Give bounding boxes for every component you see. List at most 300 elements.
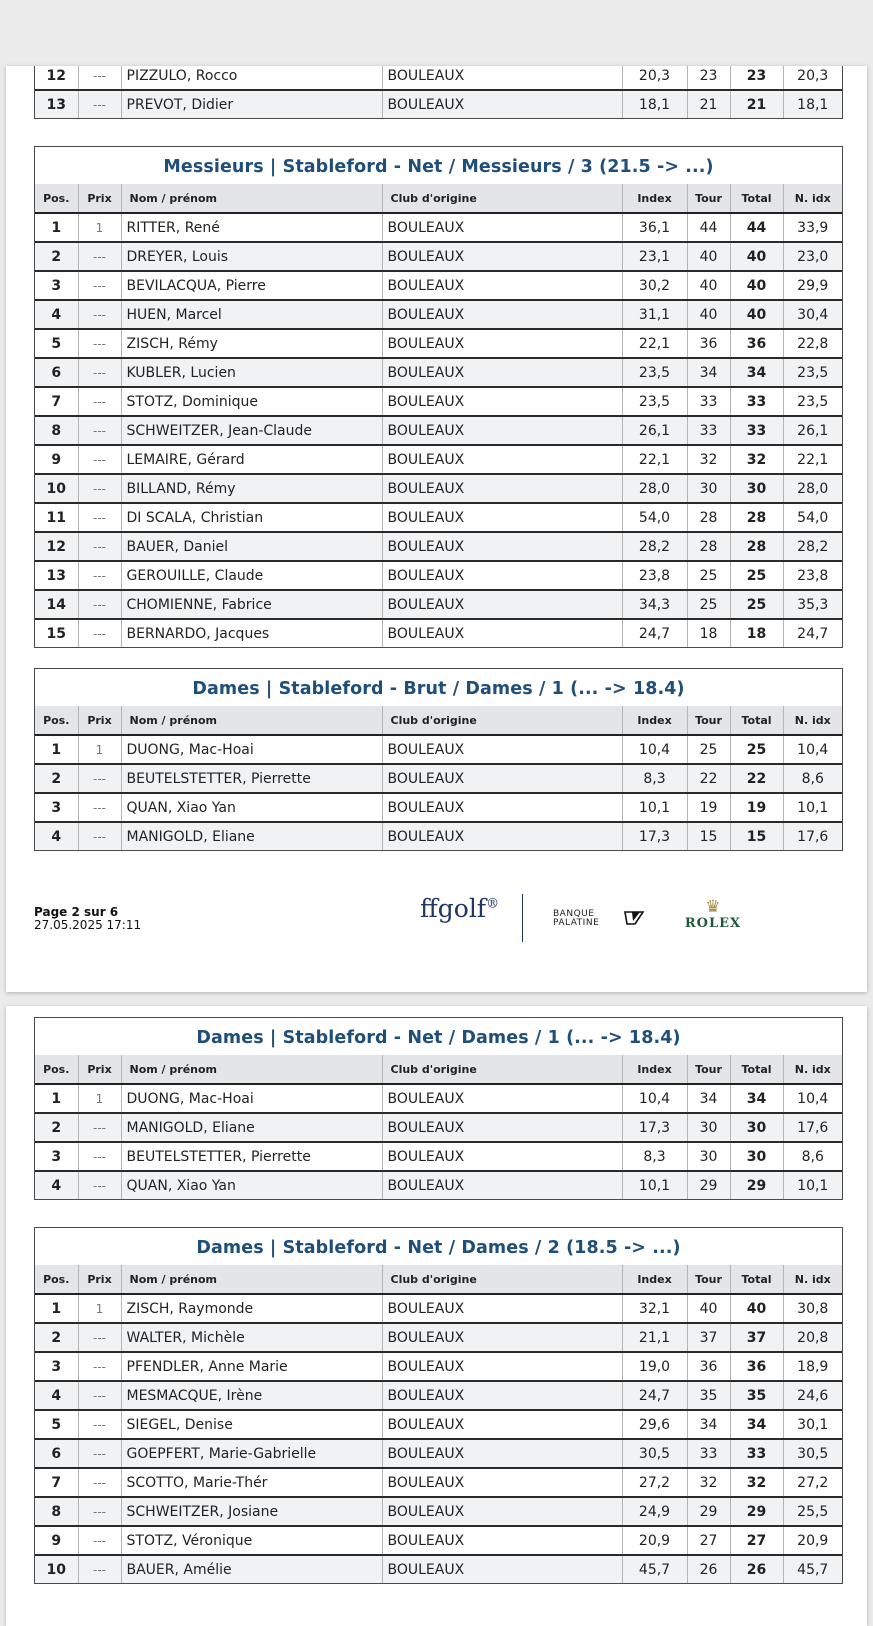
cell-total: 25 <box>730 735 783 764</box>
cell-pos: 1 <box>35 213 78 242</box>
col-header-nidx: N. idx <box>783 706 842 735</box>
col-header-prix: Prix <box>78 706 121 735</box>
cell-tour: 29 <box>687 1171 730 1199</box>
cell-prix: --- <box>78 474 121 503</box>
cell-index: 32,1 <box>622 1294 687 1323</box>
cell-prix: --- <box>78 416 121 445</box>
cell-club: BOULEAUX <box>382 735 622 764</box>
cell-total: 27 <box>730 1526 783 1555</box>
cell-club: BOULEAUX <box>382 1323 622 1352</box>
cell-club: BOULEAUX <box>382 445 622 474</box>
cell-total: 34 <box>730 1084 783 1113</box>
cell-total: 26 <box>730 1555 783 1583</box>
cell-pos: 2 <box>35 242 78 271</box>
cell-prix: --- <box>78 1323 121 1352</box>
cell-name: BAUER, Amélie <box>121 1555 382 1583</box>
cell-prix: 1 <box>78 213 121 242</box>
cell-name: PFENDLER, Anne Marie <box>121 1352 382 1381</box>
col-header-club: Club d'origine <box>382 706 622 735</box>
table-row <box>35 271 842 300</box>
cell-total: 37 <box>730 1323 783 1352</box>
cell-index: 17,3 <box>622 1113 687 1142</box>
cell-club: BOULEAUX <box>382 764 622 793</box>
cell-tour: 18 <box>687 619 730 647</box>
table-row <box>35 590 842 619</box>
cell-nidx: 28,2 <box>783 532 842 561</box>
cell-total: 35 <box>730 1381 783 1410</box>
cell-name: QUAN, Xiao Yan <box>121 1171 382 1199</box>
col-header-tour: Tour <box>687 706 730 735</box>
cell-prix: --- <box>78 1555 121 1583</box>
cell-tour: 40 <box>687 300 730 329</box>
cell-club: BOULEAUX <box>382 90 622 118</box>
cell-total: 25 <box>730 561 783 590</box>
col-header-index: Index <box>622 184 687 213</box>
cell-club: BOULEAUX <box>382 1352 622 1381</box>
results-page-2 <box>6 66 867 992</box>
cell-nidx: 8,6 <box>783 764 842 793</box>
cell-index: 24,7 <box>622 619 687 647</box>
cell-tour: 25 <box>687 561 730 590</box>
results-table <box>35 1055 842 1199</box>
cell-total: 40 <box>730 1294 783 1323</box>
cell-total: 30 <box>730 1113 783 1142</box>
cell-prix: --- <box>78 1352 121 1381</box>
cell-index: 30,5 <box>622 1439 687 1468</box>
col-header-total: Total <box>730 706 783 735</box>
cell-nidx: 10,1 <box>783 1171 842 1199</box>
cell-pos: 13 <box>35 90 78 118</box>
cell-name: ZISCH, Raymonde <box>121 1294 382 1323</box>
cell-name: GEROUILLE, Claude <box>121 561 382 590</box>
cell-nidx: 20,8 <box>783 1323 842 1352</box>
registered-mark: ® <box>486 896 500 912</box>
cell-pos: 3 <box>35 793 78 822</box>
cell-pos: 7 <box>35 387 78 416</box>
cell-prix: --- <box>78 1439 121 1468</box>
cell-club: BOULEAUX <box>382 1142 622 1171</box>
table-row <box>35 532 842 561</box>
cell-tour: 40 <box>687 271 730 300</box>
table-row <box>35 1352 842 1381</box>
cell-prix: --- <box>78 1142 121 1171</box>
cell-tour: 28 <box>687 532 730 561</box>
cell-club: BOULEAUX <box>382 1113 622 1142</box>
cell-prix: --- <box>78 532 121 561</box>
cell-club: BOULEAUX <box>382 1555 622 1583</box>
cell-pos: 4 <box>35 300 78 329</box>
rolex-crown-icon: ♛ <box>705 897 721 917</box>
cell-name: MANIGOLD, Eliane <box>121 1113 382 1142</box>
cell-tour: 26 <box>687 1555 730 1583</box>
cell-pos: 3 <box>35 1142 78 1171</box>
cell-prix: --- <box>78 793 121 822</box>
cell-prix: 1 <box>78 1084 121 1113</box>
cell-nidx: 20,9 <box>783 1526 842 1555</box>
cell-nidx: 30,5 <box>783 1439 842 1468</box>
col-header-club: Club d'origine <box>382 1055 622 1084</box>
cell-name: DI SCALA, Christian <box>121 503 382 532</box>
cell-prix: --- <box>78 1410 121 1439</box>
cell-pos: 2 <box>35 764 78 793</box>
cell-prix: --- <box>78 300 121 329</box>
cell-index: 36,1 <box>622 213 687 242</box>
cell-pos: 3 <box>35 1352 78 1381</box>
cell-tour: 40 <box>687 242 730 271</box>
cell-name: DUONG, Mac-Hoai <box>121 1084 382 1113</box>
cell-nidx: 22,1 <box>783 445 842 474</box>
col-header-nidx: N. idx <box>783 184 842 213</box>
cell-tour: 29 <box>687 1497 730 1526</box>
cell-prix: --- <box>78 1113 121 1142</box>
cell-pos: 10 <box>35 1555 78 1583</box>
cell-club: BOULEAUX <box>382 1410 622 1439</box>
cell-club: BOULEAUX <box>382 1497 622 1526</box>
table-row <box>35 213 842 242</box>
table-row <box>35 1381 842 1410</box>
cell-nidx: 30,1 <box>783 1410 842 1439</box>
cell-prix: --- <box>78 590 121 619</box>
cell-pos: 8 <box>35 1497 78 1526</box>
table-row <box>35 416 842 445</box>
cell-name: QUAN, Xiao Yan <box>121 793 382 822</box>
cell-tour: 22 <box>687 764 730 793</box>
cell-total: 33 <box>730 387 783 416</box>
cell-prix: --- <box>78 561 121 590</box>
cell-nidx: 23,0 <box>783 242 842 271</box>
cell-tour: 33 <box>687 416 730 445</box>
table-row <box>35 1555 842 1583</box>
cell-nidx: 25,5 <box>783 1497 842 1526</box>
cell-club: BOULEAUX <box>382 474 622 503</box>
cell-tour: 32 <box>687 1468 730 1497</box>
table-row <box>35 474 842 503</box>
table-row <box>35 1410 842 1439</box>
col-header-tour: Tour <box>687 184 730 213</box>
col-header-index: Index <box>622 706 687 735</box>
cell-index: 45,7 <box>622 1555 687 1583</box>
cell-total: 18 <box>730 619 783 647</box>
cell-pos: 2 <box>35 1113 78 1142</box>
table-row <box>35 445 842 474</box>
cell-total: 22 <box>730 764 783 793</box>
cell-club: BOULEAUX <box>382 1468 622 1497</box>
col-header-tour: Tour <box>687 1055 730 1084</box>
col-header-nidx: N. idx <box>783 1055 842 1084</box>
cell-index: 10,4 <box>622 1084 687 1113</box>
col-header-name: Nom / prénom <box>121 1055 382 1084</box>
col-header-nidx: N. idx <box>783 1265 842 1294</box>
cell-tour: 36 <box>687 329 730 358</box>
cell-pos: 4 <box>35 822 78 850</box>
cell-tour: 30 <box>687 1142 730 1171</box>
cell-tour: 19 <box>687 793 730 822</box>
cell-tour: 37 <box>687 1323 730 1352</box>
cell-pos: 4 <box>35 1171 78 1199</box>
table-row <box>35 764 842 793</box>
cell-pos: 15 <box>35 619 78 647</box>
cell-pos: 12 <box>35 66 78 90</box>
cell-total: 32 <box>730 445 783 474</box>
cell-tour: 40 <box>687 1294 730 1323</box>
cell-nidx: 18,9 <box>783 1352 842 1381</box>
cell-nidx: 28,0 <box>783 474 842 503</box>
cell-nidx: 10,4 <box>783 1084 842 1113</box>
cell-nidx: 45,7 <box>783 1555 842 1583</box>
cell-pos: 14 <box>35 590 78 619</box>
cell-total: 32 <box>730 1468 783 1497</box>
cell-tour: 25 <box>687 735 730 764</box>
cell-club: BOULEAUX <box>382 1294 622 1323</box>
banque-logo-line2: PALATINE <box>553 918 600 928</box>
cell-index: 10,4 <box>622 735 687 764</box>
cell-pos: 2 <box>35 1323 78 1352</box>
results-table <box>35 184 842 647</box>
col-header-pos: Pos. <box>35 184 78 213</box>
cell-name: SCOTTO, Marie-Thér <box>121 1468 382 1497</box>
cell-name: DREYER, Louis <box>121 242 382 271</box>
logo-divider <box>522 894 523 942</box>
cell-tour: 34 <box>687 358 730 387</box>
cell-club: BOULEAUX <box>382 532 622 561</box>
cell-prix: --- <box>78 1468 121 1497</box>
cell-pos: 8 <box>35 416 78 445</box>
cell-index: 20,9 <box>622 1526 687 1555</box>
cell-club: BOULEAUX <box>382 619 622 647</box>
cell-name: STOTZ, Dominique <box>121 387 382 416</box>
cell-pos: 10 <box>35 474 78 503</box>
cell-pos: 4 <box>35 1381 78 1410</box>
cell-pos: 3 <box>35 271 78 300</box>
rolex-logo-text: ROLEX <box>684 916 742 931</box>
cell-tour: 33 <box>687 1439 730 1468</box>
cell-club: BOULEAUX <box>382 561 622 590</box>
cell-index: 21,1 <box>622 1323 687 1352</box>
cell-prix: --- <box>78 503 121 532</box>
cell-club: BOULEAUX <box>382 387 622 416</box>
cell-prix: --- <box>78 271 121 300</box>
table-row <box>35 1113 842 1142</box>
cell-tour: 32 <box>687 445 730 474</box>
cell-name: STOTZ, Véronique <box>121 1526 382 1555</box>
cell-club: BOULEAUX <box>382 66 622 90</box>
cell-prix: --- <box>78 1381 121 1410</box>
table-row <box>35 329 842 358</box>
cell-tour: 30 <box>687 474 730 503</box>
cell-pos: 13 <box>35 561 78 590</box>
table-row <box>35 822 842 850</box>
cell-tour: 15 <box>687 822 730 850</box>
ffgolf-logo-text: ffgolf <box>420 894 487 923</box>
table-row <box>35 619 842 647</box>
col-header-name: Nom / prénom <box>121 184 382 213</box>
cell-nidx: 17,6 <box>783 822 842 850</box>
banque-palatine-logo <box>553 910 599 928</box>
cell-index: 23,5 <box>622 358 687 387</box>
cell-index: 19,0 <box>622 1352 687 1381</box>
cell-nidx: 24,6 <box>783 1381 842 1410</box>
cell-pos: 1 <box>35 1294 78 1323</box>
cell-total: 40 <box>730 271 783 300</box>
cell-club: BOULEAUX <box>382 1439 622 1468</box>
col-header-name: Nom / prénom <box>121 706 382 735</box>
table-row <box>35 561 842 590</box>
cell-index: 54,0 <box>622 503 687 532</box>
banque-palatine-mark-icon <box>623 910 645 926</box>
cell-nidx: 22,8 <box>783 329 842 358</box>
cell-club: BOULEAUX <box>382 793 622 822</box>
section-title: Dames | Stableford - Net / Dames / 2 (18.5 -> ...) <box>196 1238 681 1258</box>
cell-nidx: 29,9 <box>783 271 842 300</box>
cell-nidx: 23,5 <box>783 358 842 387</box>
cell-nidx: 33,9 <box>783 213 842 242</box>
section-continued-results <box>34 66 843 119</box>
col-header-tour: Tour <box>687 1265 730 1294</box>
cell-club: BOULEAUX <box>382 329 622 358</box>
cell-name: BEUTELSTETTER, Pierrette <box>121 764 382 793</box>
cell-total: 33 <box>730 1439 783 1468</box>
section-title: Dames | Stableford - Net / Dames / 1 (... -> 18.4) <box>196 1028 681 1048</box>
col-header-prix: Prix <box>78 1055 121 1084</box>
col-header-club: Club d'origine <box>382 184 622 213</box>
cell-prix: --- <box>78 619 121 647</box>
cell-tour: 44 <box>687 213 730 242</box>
cell-prix: --- <box>78 66 121 90</box>
cell-pos: 9 <box>35 445 78 474</box>
cell-prix: 1 <box>78 735 121 764</box>
cell-index: 28,0 <box>622 474 687 503</box>
cell-index: 8,3 <box>622 1142 687 1171</box>
cell-nidx: 35,3 <box>783 590 842 619</box>
cell-club: BOULEAUX <box>382 590 622 619</box>
cell-name: SIEGEL, Denise <box>121 1410 382 1439</box>
cell-club: BOULEAUX <box>382 300 622 329</box>
cell-index: 24,9 <box>622 1497 687 1526</box>
cell-nidx: 30,8 <box>783 1294 842 1323</box>
cell-tour: 33 <box>687 387 730 416</box>
cell-total: 30 <box>730 474 783 503</box>
cell-club: BOULEAUX <box>382 1526 622 1555</box>
table-row <box>35 735 842 764</box>
cell-total: 40 <box>730 300 783 329</box>
section-dames-net-2 <box>34 1227 843 1584</box>
table-row <box>35 358 842 387</box>
cell-nidx: 8,6 <box>783 1142 842 1171</box>
cell-index: 22,1 <box>622 329 687 358</box>
cell-prix: --- <box>78 387 121 416</box>
cell-total: 36 <box>730 329 783 358</box>
cell-nidx: 26,1 <box>783 416 842 445</box>
cell-index: 34,3 <box>622 590 687 619</box>
cell-pos: 1 <box>35 735 78 764</box>
cell-prix: --- <box>78 242 121 271</box>
cell-name: LEMAIRE, Gérard <box>121 445 382 474</box>
cell-index: 28,2 <box>622 532 687 561</box>
cell-pos: 5 <box>35 329 78 358</box>
cell-index: 30,2 <box>622 271 687 300</box>
cell-club: BOULEAUX <box>382 416 622 445</box>
cell-nidx: 54,0 <box>783 503 842 532</box>
table-row <box>35 1468 842 1497</box>
cell-pos: 1 <box>35 1084 78 1113</box>
col-header-pos: Pos. <box>35 1265 78 1294</box>
cell-total: 23 <box>730 66 783 90</box>
cell-prix: --- <box>78 445 121 474</box>
cell-nidx: 17,6 <box>783 1113 842 1142</box>
cell-name: WALTER, Michèle <box>121 1323 382 1352</box>
section-dames-brut-1 <box>34 668 843 851</box>
section-title: Messieurs | Stableford - Net / Messieurs / 3 (21.5 -> ...) <box>163 157 714 177</box>
cell-club: BOULEAUX <box>382 271 622 300</box>
page-footer-info <box>34 906 141 932</box>
cell-index: 31,1 <box>622 300 687 329</box>
table-row <box>35 1084 842 1113</box>
cell-nidx: 18,1 <box>783 90 842 118</box>
cell-total: 28 <box>730 532 783 561</box>
cell-name: PREVOT, Didier <box>121 90 382 118</box>
cell-index: 10,1 <box>622 793 687 822</box>
table-row <box>35 387 842 416</box>
cell-total: 29 <box>730 1497 783 1526</box>
cell-prix: --- <box>78 1171 121 1199</box>
cell-nidx: 10,4 <box>783 735 842 764</box>
cell-total: 34 <box>730 1410 783 1439</box>
cell-club: BOULEAUX <box>382 213 622 242</box>
table-row <box>35 66 842 90</box>
cell-index: 26,1 <box>622 416 687 445</box>
cell-tour: 35 <box>687 1381 730 1410</box>
page-number: Page 2 sur 6 <box>34 905 119 919</box>
cell-index: 23,8 <box>622 561 687 590</box>
cell-total: 21 <box>730 90 783 118</box>
cell-club: BOULEAUX <box>382 1084 622 1113</box>
banque-logo-line1: BANQUE <box>553 909 595 919</box>
cell-index: 27,2 <box>622 1468 687 1497</box>
cell-tour: 34 <box>687 1084 730 1113</box>
cell-index: 20,3 <box>622 66 687 90</box>
col-header-prix: Prix <box>78 1265 121 1294</box>
col-header-total: Total <box>730 1055 783 1084</box>
cell-name: SCHWEITZER, Josiane <box>121 1497 382 1526</box>
cell-index: 17,3 <box>622 822 687 850</box>
cell-club: BOULEAUX <box>382 503 622 532</box>
cell-index: 23,5 <box>622 387 687 416</box>
table-row <box>35 793 842 822</box>
cell-tour: 25 <box>687 590 730 619</box>
table-row <box>35 1439 842 1468</box>
cell-name: GOEPFERT, Marie-Gabrielle <box>121 1439 382 1468</box>
results-page-3 <box>6 1006 867 1626</box>
cell-name: CHOMIENNE, Fabrice <box>121 590 382 619</box>
table-row <box>35 503 842 532</box>
cell-total: 44 <box>730 213 783 242</box>
cell-nidx: 20,3 <box>783 66 842 90</box>
results-table <box>35 1265 842 1583</box>
cell-club: BOULEAUX <box>382 242 622 271</box>
cell-total: 25 <box>730 590 783 619</box>
col-header-pos: Pos. <box>35 1055 78 1084</box>
cell-nidx: 23,5 <box>783 387 842 416</box>
cell-tour: 34 <box>687 1410 730 1439</box>
cell-name: PIZZULO, Rocco <box>121 66 382 90</box>
cell-name: BEVILACQUA, Pierre <box>121 271 382 300</box>
results-table <box>35 66 842 118</box>
cell-name: BERNARDO, Jacques <box>121 619 382 647</box>
cell-club: BOULEAUX <box>382 822 622 850</box>
cell-total: 19 <box>730 793 783 822</box>
cell-name: DUONG, Mac-Hoai <box>121 735 382 764</box>
cell-prix: --- <box>78 764 121 793</box>
